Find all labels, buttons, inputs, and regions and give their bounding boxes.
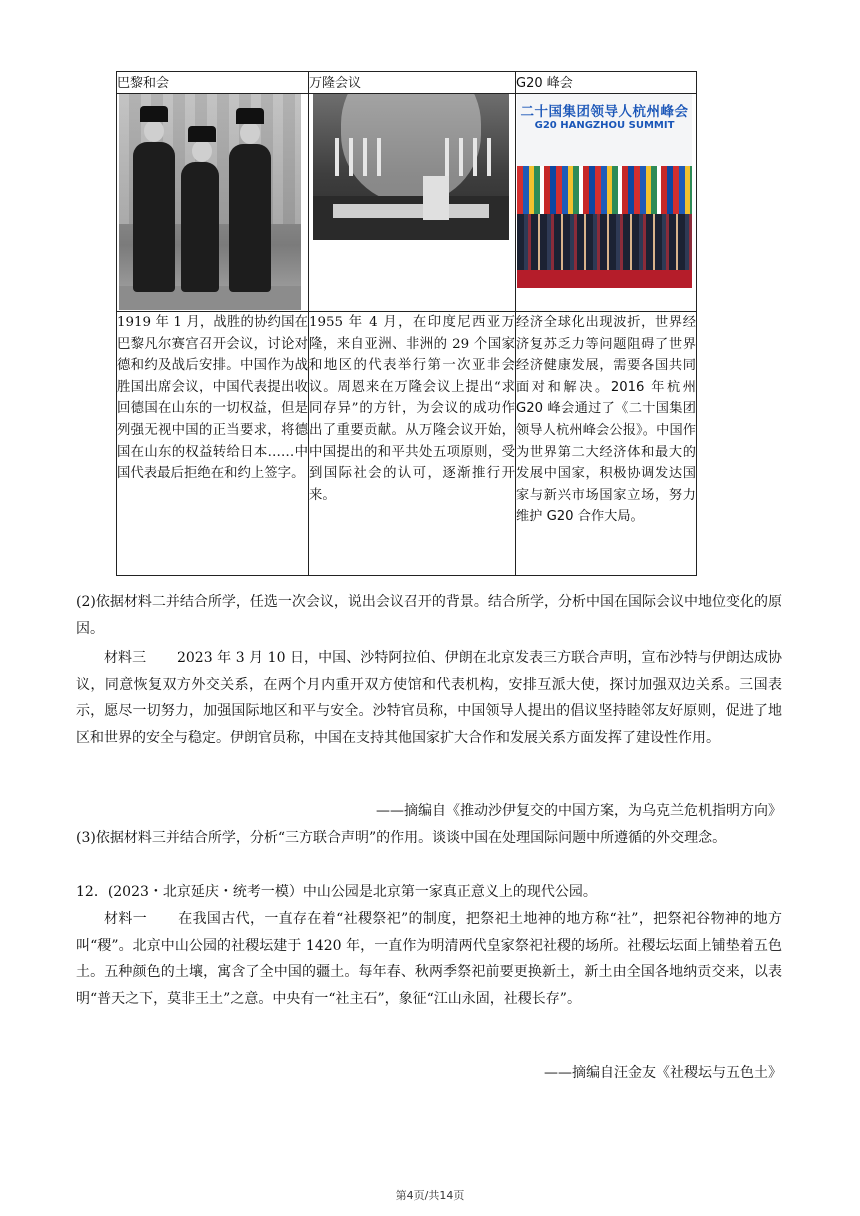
table-description-row	[117, 312, 697, 576]
material-3-label: 材料三	[104, 650, 147, 666]
question-2: (2)依据材料二并结合所学，任选一次会议，说出会议召开的背景。结合所学，分析中国在国际会议中地位变化的原因。	[76, 594, 782, 637]
material-1	[76, 906, 782, 1012]
material-1-label: 材料一	[104, 911, 148, 927]
conference-comparison-table	[116, 71, 697, 576]
question-12-stem: 12．(2023・北京延庆・统考一模）中山公园是北京第一家真正意义上的现代公园。	[76, 884, 597, 900]
table-header-row	[117, 72, 697, 94]
table-photo-row	[117, 94, 697, 312]
material-1-text: 在我国古代，一直存在着“社稷祭祀”的制度，把祭祀土地神的地方称“社”，把祭祀谷物神的地方叫“稷”。北京中山公园的社稷坛建于 1420 年，一直作为明清两代皇家祭祀社稷的场所。社稷坛坛面上铺垫着五色土。五种颜色的土壤，寓含了全中国的疆土。每年春、秋两季祭祀前要更换新土，新土由全国各地纳贡交来，以表明“普天之下，莫非王土”之意。中央有一“社主石”，象征“江山永固，社稷长存”。	[76, 911, 782, 1007]
page-number: 第4页/共14页	[395, 1189, 465, 1202]
material-3	[76, 645, 782, 751]
paris-conference-photo	[119, 94, 301, 310]
material-3-source: ——摘编自《推动沙伊复交的中国方案，为乌克兰危机指明方向》	[376, 803, 782, 819]
g20-photo-title: 二十国集团领导人杭州峰会	[520, 104, 689, 120]
header-bandung: 万隆会议	[309, 72, 516, 94]
question-3: (3)依据材料三并结合所学，分析“三方联合声明”的作用。谈谈中国在处理国际问题中所遵循的外交理念。	[76, 830, 727, 846]
header-paris: 巴黎和会	[117, 72, 309, 94]
g20-description: 经济全球化出现波折，世界经济复苏乏力等问题阻碍了世界经济健康发展，需要各国共同面对和解决。2016 年杭州 G20 峰会通过了《二十国集团领导人杭州峰会公报》。中国作为世界第二大经济体和最大的发展中国家，积极协调发达国家与新兴市场国家立场，努力维护 G20 合作大局。	[516, 312, 697, 576]
g20-summit-photo	[517, 94, 692, 288]
header-g20: G20 峰会	[516, 72, 697, 94]
bandung-description: 1955 年 4 月，在印度尼西亚万隆，来自亚洲、非洲的 29 个国家和地区的代表举行第一次亚非会议。周恩来在万隆会议上提出“求同存异”的方针，为会议的成功作出了重要贡献。从万隆会议开始，中国提出的和平共处五项原则，受到国际社会的认可，逐渐推行开来。	[309, 312, 516, 576]
material-3-text: 2023 年 3 月 10 日，中国、沙特阿拉伯、伊朗在北京发表三方联合声明，宣布沙特与伊朗达成协议，同意恢复双方外交关系，在两个月内重开双方使馆和代表机构，安排互派大使，探讨加强双边关系。三国表示，愿尽一切努力，加强国际地区和平与安全。沙特官员称，中国领导人提出的倡议坚持睦邻友好原则，促进了地区和世界的安全与稳定。伊朗官员称，中国在支持其他国家扩大合作和发展关系方面发挥了建设性作用。	[76, 650, 783, 746]
g20-photo-subtitle: G20 HANGZHOU SUMMIT	[534, 120, 675, 131]
paris-description: 1919 年 1 月，战胜的协约国在巴黎凡尔赛宫召开会议，讨论对德和约及战后安排。中国作为战胜国出席会议，中国代表提出收回德国在山东的一切权益，但是列强无视中国的正当要求，将德国在山东的权益转给日本……中国代表最后拒绝在和约上签字。	[117, 312, 309, 576]
material-1-source: ——摘编自汪金友《社稷坛与五色土》	[544, 1065, 782, 1081]
bandung-conference-photo	[313, 94, 509, 240]
